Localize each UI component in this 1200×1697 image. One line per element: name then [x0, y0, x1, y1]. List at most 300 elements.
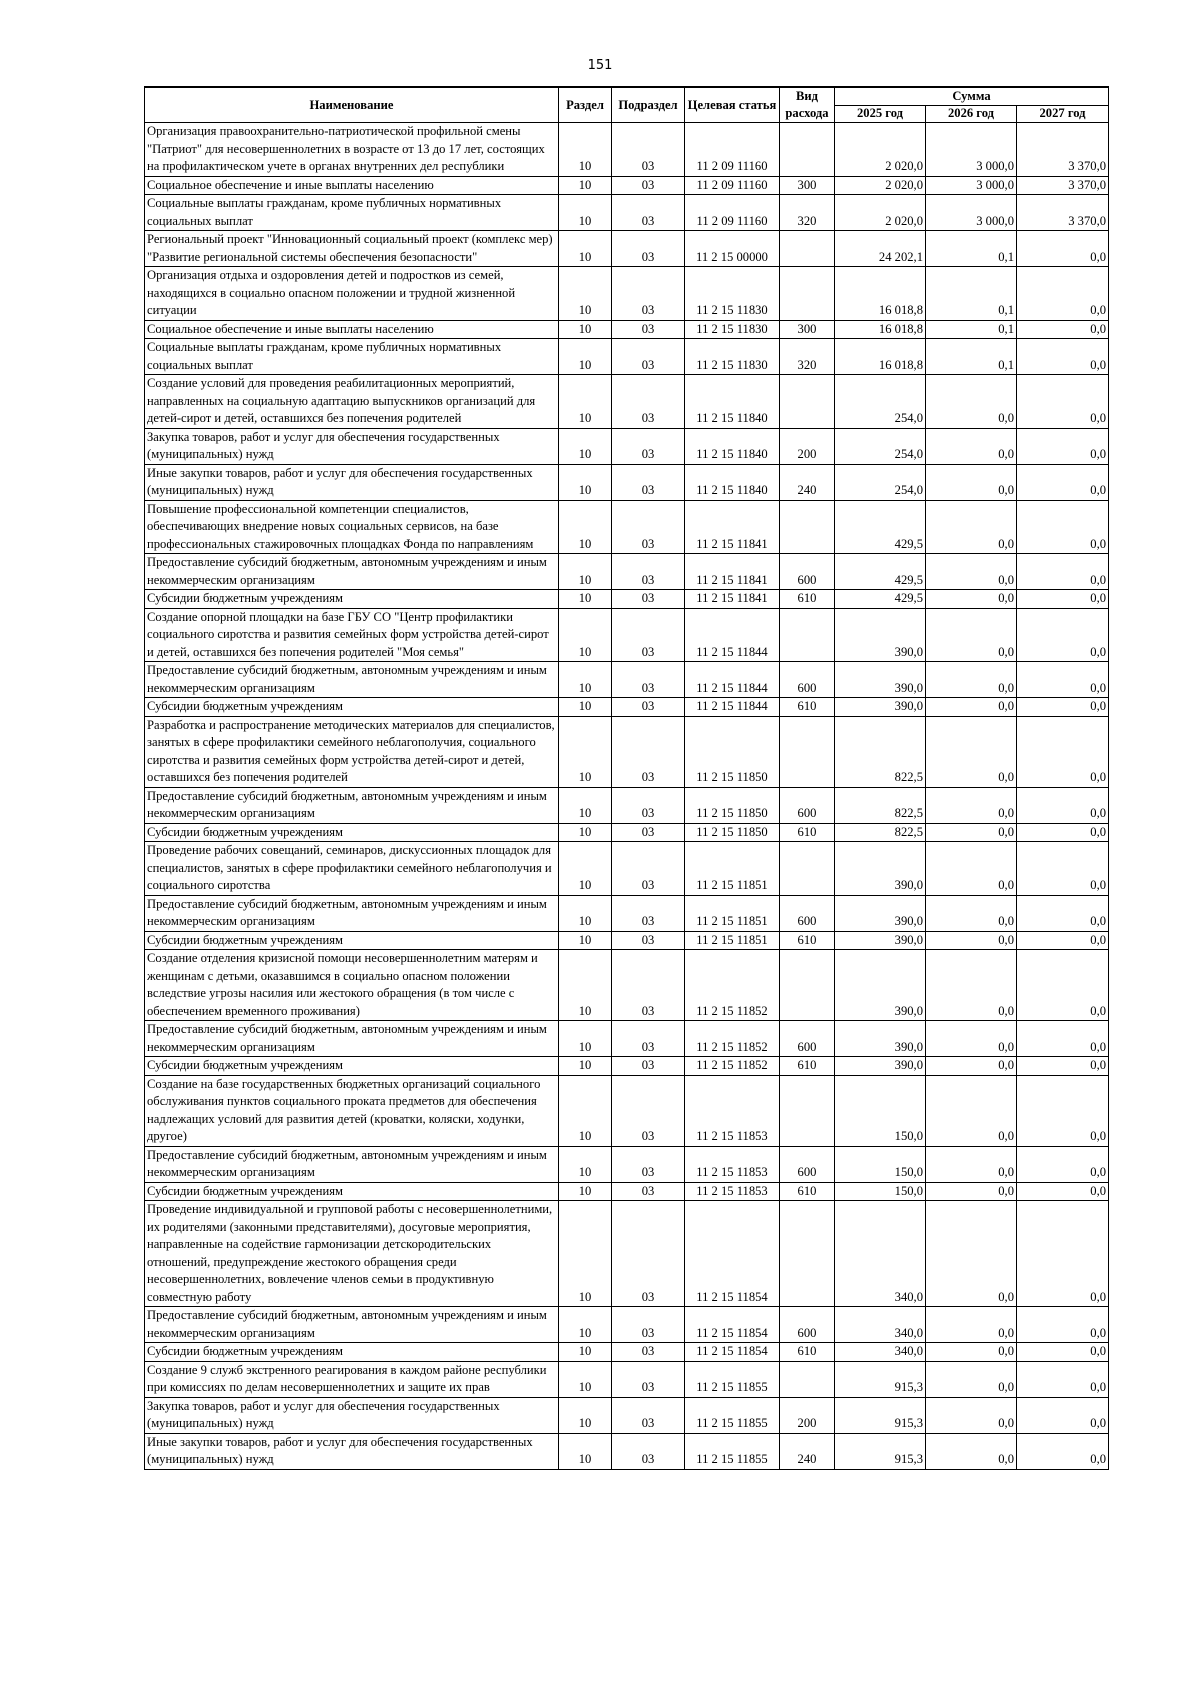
- cell-2027: 0,0: [1017, 1343, 1109, 1362]
- cell-name: Разработка и распространение методических материалов для специалистов, занятых в сфере профилактики семейного неблагополучия, социального сиротства и развития семейных форм устройства детей-сирот и детей, оставшихся без попечения родителей: [145, 716, 559, 787]
- cell-2026: 0,1: [926, 267, 1017, 321]
- cell-name: Социальное обеспечение и иные выплаты населению: [145, 320, 559, 339]
- cell-2026: 0,0: [926, 608, 1017, 662]
- cell-2026: 0,0: [926, 375, 1017, 429]
- cell-target: 11 2 15 11853: [685, 1146, 780, 1182]
- header-2026: 2026 год: [926, 105, 1017, 122]
- cell-2025: 16 018,8: [835, 339, 926, 375]
- table-row: [145, 267, 1109, 321]
- cell-vid: 200: [780, 428, 835, 464]
- cell-2026: 0,0: [926, 428, 1017, 464]
- cell-razdel: 10: [559, 1361, 612, 1397]
- cell-vid: 600: [780, 1307, 835, 1343]
- header-podrazdel: Подраздел: [612, 87, 685, 123]
- cell-target: 11 2 15 11840: [685, 375, 780, 429]
- cell-target: 11 2 15 11830: [685, 339, 780, 375]
- cell-2026: 0,1: [926, 339, 1017, 375]
- cell-vid: 610: [780, 698, 835, 717]
- cell-podrazdel: 03: [612, 1075, 685, 1146]
- table-row: [145, 1146, 1109, 1182]
- cell-2026: 0,0: [926, 823, 1017, 842]
- table-body: [145, 123, 1109, 1470]
- table-row: [145, 500, 1109, 554]
- cell-vid: 300: [780, 320, 835, 339]
- cell-2026: 0,0: [926, 895, 1017, 931]
- cell-razdel: 10: [559, 590, 612, 609]
- cell-podrazdel: 03: [612, 1201, 685, 1307]
- cell-2025: 16 018,8: [835, 267, 926, 321]
- cell-podrazdel: 03: [612, 339, 685, 375]
- table-row: [145, 231, 1109, 267]
- cell-vid: 300: [780, 176, 835, 195]
- cell-name: Субсидии бюджетным учреждениям: [145, 823, 559, 842]
- cell-podrazdel: 03: [612, 698, 685, 717]
- cell-target: 11 2 15 11841: [685, 500, 780, 554]
- cell-razdel: 10: [559, 1433, 612, 1469]
- cell-target: 11 2 15 11851: [685, 842, 780, 896]
- cell-razdel: 10: [559, 1182, 612, 1201]
- table-row: [145, 1201, 1109, 1307]
- cell-vid: 600: [780, 554, 835, 590]
- cell-2025: 390,0: [835, 1021, 926, 1057]
- cell-podrazdel: 03: [612, 931, 685, 950]
- cell-vid: 600: [780, 662, 835, 698]
- cell-2027: 0,0: [1017, 895, 1109, 931]
- cell-podrazdel: 03: [612, 320, 685, 339]
- cell-2025: 390,0: [835, 608, 926, 662]
- cell-podrazdel: 03: [612, 895, 685, 931]
- cell-2027: 0,0: [1017, 662, 1109, 698]
- cell-2025: 822,5: [835, 823, 926, 842]
- cell-2027: 0,0: [1017, 608, 1109, 662]
- cell-vid: [780, 950, 835, 1021]
- header-vid: Вид расхода: [780, 87, 835, 123]
- cell-2027: 0,0: [1017, 1397, 1109, 1433]
- cell-2025: 254,0: [835, 375, 926, 429]
- cell-podrazdel: 03: [612, 123, 685, 177]
- cell-target: 11 2 15 11852: [685, 1021, 780, 1057]
- cell-target: 11 2 15 11854: [685, 1201, 780, 1307]
- cell-vid: [780, 716, 835, 787]
- cell-2025: 390,0: [835, 1057, 926, 1076]
- cell-vid: 240: [780, 464, 835, 500]
- cell-razdel: 10: [559, 195, 612, 231]
- cell-2027: 0,0: [1017, 787, 1109, 823]
- cell-target: 11 2 15 11850: [685, 787, 780, 823]
- cell-2027: 0,0: [1017, 375, 1109, 429]
- cell-podrazdel: 03: [612, 231, 685, 267]
- cell-target: 11 2 15 11830: [685, 320, 780, 339]
- cell-2025: 390,0: [835, 931, 926, 950]
- cell-name: Создание условий для проведения реабилитационных мероприятий, направленных на социальную адаптацию выпускников организаций для детей-сирот и детей, оставшихся без попечения родителей: [145, 375, 559, 429]
- cell-2025: 150,0: [835, 1075, 926, 1146]
- cell-2025: 915,3: [835, 1361, 926, 1397]
- cell-vid: 610: [780, 590, 835, 609]
- cell-2025: 822,5: [835, 787, 926, 823]
- cell-name: Предоставление субсидий бюджетным, автономным учреждениям и иным некоммерческим организациям: [145, 662, 559, 698]
- cell-target: 11 2 15 11844: [685, 662, 780, 698]
- cell-name: Создание опорной площадки на базе ГБУ СО "Центр профилактики социального сиротства и развития семейных форм устройства детей-сирот и детей, оставшихся без попечения родителей "Моя семья": [145, 608, 559, 662]
- cell-name: Закупка товаров, работ и услуг для обеспечения государственных (муниципальных) нужд: [145, 428, 559, 464]
- table-row: [145, 339, 1109, 375]
- cell-vid: 610: [780, 823, 835, 842]
- cell-2025: 822,5: [835, 716, 926, 787]
- cell-target: 11 2 15 11855: [685, 1433, 780, 1469]
- cell-name: Субсидии бюджетным учреждениям: [145, 931, 559, 950]
- cell-vid: [780, 375, 835, 429]
- cell-podrazdel: 03: [612, 375, 685, 429]
- cell-podrazdel: 03: [612, 176, 685, 195]
- cell-2025: 24 202,1: [835, 231, 926, 267]
- cell-2027: 0,0: [1017, 950, 1109, 1021]
- cell-2027: 0,0: [1017, 1057, 1109, 1076]
- cell-target: 11 2 15 11841: [685, 554, 780, 590]
- cell-vid: 600: [780, 1021, 835, 1057]
- table-row: [145, 931, 1109, 950]
- cell-podrazdel: 03: [612, 195, 685, 231]
- cell-2026: 0,0: [926, 716, 1017, 787]
- cell-razdel: 10: [559, 608, 612, 662]
- cell-name: Субсидии бюджетным учреждениям: [145, 1057, 559, 1076]
- cell-name: Предоставление субсидий бюджетным, автономным учреждениям и иным некоммерческим организациям: [145, 1146, 559, 1182]
- cell-2026: 0,0: [926, 554, 1017, 590]
- cell-vid: 600: [780, 895, 835, 931]
- cell-vid: [780, 500, 835, 554]
- cell-2027: 0,0: [1017, 464, 1109, 500]
- table-row: [145, 1021, 1109, 1057]
- table-row: [145, 608, 1109, 662]
- cell-podrazdel: 03: [612, 950, 685, 1021]
- cell-2026: 0,0: [926, 1021, 1017, 1057]
- table-row: [145, 464, 1109, 500]
- cell-2026: 3 000,0: [926, 176, 1017, 195]
- cell-vid: [780, 231, 835, 267]
- cell-2027: 0,0: [1017, 716, 1109, 787]
- cell-2025: 254,0: [835, 464, 926, 500]
- table-row: [145, 842, 1109, 896]
- cell-2025: 340,0: [835, 1307, 926, 1343]
- table-row: [145, 895, 1109, 931]
- cell-2027: 0,0: [1017, 1433, 1109, 1469]
- cell-podrazdel: 03: [612, 590, 685, 609]
- cell-name: Субсидии бюджетным учреждениям: [145, 1182, 559, 1201]
- cell-target: 11 2 15 11852: [685, 950, 780, 1021]
- cell-2025: 2 020,0: [835, 123, 926, 177]
- cell-podrazdel: 03: [612, 500, 685, 554]
- cell-razdel: 10: [559, 1307, 612, 1343]
- cell-name: Предоставление субсидий бюджетным, автономным учреждениям и иным некоммерческим организациям: [145, 1307, 559, 1343]
- cell-2026: 0,0: [926, 1146, 1017, 1182]
- header-target: Целевая статья: [685, 87, 780, 123]
- cell-name: Закупка товаров, работ и услуг для обеспечения государственных (муниципальных) нужд: [145, 1397, 559, 1433]
- cell-2027: 0,0: [1017, 554, 1109, 590]
- cell-2026: 0,0: [926, 1075, 1017, 1146]
- cell-podrazdel: 03: [612, 1307, 685, 1343]
- cell-name: Создание на базе государственных бюджетных организаций социального обслуживания пунктов социального проката предметов для обеспечения надлежащих условий для развития детей (кроватки, коляски, ходунки, другое): [145, 1075, 559, 1146]
- cell-razdel: 10: [559, 662, 612, 698]
- cell-2027: 0,0: [1017, 231, 1109, 267]
- cell-podrazdel: 03: [612, 1057, 685, 1076]
- cell-2026: 0,0: [926, 1433, 1017, 1469]
- cell-2027: 0,0: [1017, 1361, 1109, 1397]
- header-2027: 2027 год: [1017, 105, 1109, 122]
- cell-2027: 0,0: [1017, 267, 1109, 321]
- table-row: [145, 1182, 1109, 1201]
- cell-name: Субсидии бюджетным учреждениям: [145, 698, 559, 717]
- cell-podrazdel: 03: [612, 267, 685, 321]
- cell-2025: 429,5: [835, 554, 926, 590]
- cell-2025: 2 020,0: [835, 195, 926, 231]
- cell-vid: [780, 608, 835, 662]
- cell-vid: [780, 1075, 835, 1146]
- cell-name: Субсидии бюджетным учреждениям: [145, 590, 559, 609]
- cell-podrazdel: 03: [612, 662, 685, 698]
- cell-2026: 0,0: [926, 662, 1017, 698]
- cell-2026: 0,0: [926, 1057, 1017, 1076]
- cell-2027: 0,0: [1017, 823, 1109, 842]
- cell-target: 11 2 15 11855: [685, 1397, 780, 1433]
- table-row: [145, 176, 1109, 195]
- table-row: [145, 787, 1109, 823]
- table-row: [145, 1343, 1109, 1362]
- cell-vid: 610: [780, 1182, 835, 1201]
- table-row: [145, 1433, 1109, 1469]
- cell-podrazdel: 03: [612, 554, 685, 590]
- cell-2027: 0,0: [1017, 1201, 1109, 1307]
- cell-2027: 0,0: [1017, 1021, 1109, 1057]
- cell-target: 11 2 15 11851: [685, 931, 780, 950]
- cell-target: 11 2 15 11852: [685, 1057, 780, 1076]
- cell-target: 11 2 15 11854: [685, 1307, 780, 1343]
- cell-target: 11 2 15 11854: [685, 1343, 780, 1362]
- cell-target: 11 2 15 11840: [685, 428, 780, 464]
- cell-podrazdel: 03: [612, 1146, 685, 1182]
- cell-name: Предоставление субсидий бюджетным, автономным учреждениям и иным некоммерческим организациям: [145, 1021, 559, 1057]
- cell-target: 11 2 15 00000: [685, 231, 780, 267]
- cell-vid: [780, 267, 835, 321]
- cell-razdel: 10: [559, 1075, 612, 1146]
- cell-target: 11 2 15 11855: [685, 1361, 780, 1397]
- cell-2026: 0,0: [926, 787, 1017, 823]
- cell-2026: 0,0: [926, 931, 1017, 950]
- cell-name: Проведение индивидуальной и групповой работы с несовершеннолетними, их родителями (законными представителями), досуговые мероприятия, направленные на содействие гармонизации детскородительских отношений, предупреждение жестокого обращения среди несовершеннолетних, вовлечение членов семьи в продуктивную совместную работу: [145, 1201, 559, 1307]
- cell-target: 11 2 09 11160: [685, 195, 780, 231]
- cell-vid: 600: [780, 787, 835, 823]
- cell-2027: 0,0: [1017, 428, 1109, 464]
- cell-2026: 0,0: [926, 1201, 1017, 1307]
- cell-podrazdel: 03: [612, 787, 685, 823]
- cell-podrazdel: 03: [612, 823, 685, 842]
- cell-podrazdel: 03: [612, 608, 685, 662]
- cell-podrazdel: 03: [612, 464, 685, 500]
- cell-razdel: 10: [559, 554, 612, 590]
- cell-vid: [780, 1201, 835, 1307]
- cell-vid: 610: [780, 931, 835, 950]
- table-row: [145, 1075, 1109, 1146]
- cell-2025: 915,3: [835, 1397, 926, 1433]
- cell-name: Проведение рабочих совещаний, семинаров, дискуссионных площадок для специалистов, занятых в сфере профилактики семейного неблагополучия и социального сиротства: [145, 842, 559, 896]
- cell-name: Социальное обеспечение и иные выплаты населению: [145, 176, 559, 195]
- cell-2026: 0,0: [926, 950, 1017, 1021]
- table-row: [145, 554, 1109, 590]
- cell-2025: 390,0: [835, 950, 926, 1021]
- table-row: [145, 1057, 1109, 1076]
- cell-2027: 0,0: [1017, 1075, 1109, 1146]
- cell-razdel: 10: [559, 428, 612, 464]
- page-number: 151: [587, 58, 613, 73]
- cell-target: 11 2 15 11844: [685, 608, 780, 662]
- header-sum: Сумма: [835, 87, 1109, 105]
- cell-razdel: 10: [559, 464, 612, 500]
- cell-razdel: 10: [559, 1397, 612, 1433]
- cell-name: Повышение профессиональной компетенции специалистов, обеспечивающих внедрение новых социальных сервисов, на базе профессиональных стажировочных площадках Фонда по направлениям: [145, 500, 559, 554]
- cell-2025: 16 018,8: [835, 320, 926, 339]
- table-row: [145, 1397, 1109, 1433]
- cell-razdel: 10: [559, 787, 612, 823]
- cell-2026: 3 000,0: [926, 195, 1017, 231]
- cell-2025: 150,0: [835, 1146, 926, 1182]
- cell-target: 11 2 15 11841: [685, 590, 780, 609]
- cell-target: 11 2 15 11853: [685, 1075, 780, 1146]
- cell-name: Создание 9 служб экстренного реагирования в каждом районе республики при комиссиях по делам несовершеннолетних и защите их прав: [145, 1361, 559, 1397]
- cell-2025: 340,0: [835, 1201, 926, 1307]
- cell-2026: 0,0: [926, 1182, 1017, 1201]
- cell-vid: 240: [780, 1433, 835, 1469]
- header-razdel: Раздел: [559, 87, 612, 123]
- cell-target: 11 2 15 11844: [685, 698, 780, 717]
- cell-razdel: 10: [559, 1021, 612, 1057]
- cell-target: 11 2 15 11830: [685, 267, 780, 321]
- cell-vid: [780, 842, 835, 896]
- cell-2025: 340,0: [835, 1343, 926, 1362]
- cell-razdel: 10: [559, 267, 612, 321]
- cell-2026: 3 000,0: [926, 123, 1017, 177]
- cell-razdel: 10: [559, 176, 612, 195]
- table-row: [145, 662, 1109, 698]
- cell-vid: [780, 1361, 835, 1397]
- cell-razdel: 10: [559, 339, 612, 375]
- cell-vid: [780, 123, 835, 177]
- cell-name: Иные закупки товаров, работ и услуг для обеспечения государственных (муниципальных) нужд: [145, 1433, 559, 1469]
- cell-2027: 0,0: [1017, 1182, 1109, 1201]
- cell-target: 11 2 09 11160: [685, 176, 780, 195]
- table-row: [145, 698, 1109, 717]
- budget-table: [144, 86, 1109, 1470]
- cell-2026: 0,0: [926, 1397, 1017, 1433]
- cell-name: Предоставление субсидий бюджетным, автономным учреждениям и иным некоммерческим организациям: [145, 554, 559, 590]
- cell-razdel: 10: [559, 698, 612, 717]
- cell-2025: 390,0: [835, 662, 926, 698]
- table-row: [145, 950, 1109, 1021]
- cell-target: 11 2 15 11850: [685, 823, 780, 842]
- cell-2027: 0,0: [1017, 698, 1109, 717]
- cell-2027: 0,0: [1017, 842, 1109, 896]
- cell-name: Организация отдыха и оздоровления детей и подростков из семей, находящихся в социально опасном положении и трудной жизненной ситуации: [145, 267, 559, 321]
- table-header: [145, 87, 1109, 123]
- cell-name: Предоставление субсидий бюджетным, автономным учреждениям и иным некоммерческим организациям: [145, 895, 559, 931]
- cell-name: Социальные выплаты гражданам, кроме публичных нормативных социальных выплат: [145, 339, 559, 375]
- cell-target: 11 2 15 11850: [685, 716, 780, 787]
- table-row: [145, 195, 1109, 231]
- cell-name: Региональный проект "Инновационный социальный проект (комплекс мер) "Развитие региональной системы обеспечения безопасности": [145, 231, 559, 267]
- cell-razdel: 10: [559, 1057, 612, 1076]
- cell-target: 11 2 09 11160: [685, 123, 780, 177]
- cell-2025: 390,0: [835, 842, 926, 896]
- cell-2026: 0,0: [926, 842, 1017, 896]
- table-row: [145, 123, 1109, 177]
- cell-podrazdel: 03: [612, 716, 685, 787]
- cell-vid: 610: [780, 1343, 835, 1362]
- cell-podrazdel: 03: [612, 842, 685, 896]
- cell-2026: 0,1: [926, 231, 1017, 267]
- table-row: [145, 1307, 1109, 1343]
- cell-name: Субсидии бюджетным учреждениям: [145, 1343, 559, 1362]
- cell-target: 11 2 15 11853: [685, 1182, 780, 1201]
- cell-razdel: 10: [559, 375, 612, 429]
- cell-2027: 3 370,0: [1017, 123, 1109, 177]
- cell-razdel: 10: [559, 500, 612, 554]
- table-row: [145, 590, 1109, 609]
- cell-vid: 320: [780, 195, 835, 231]
- cell-2026: 0,0: [926, 590, 1017, 609]
- cell-razdel: 10: [559, 320, 612, 339]
- cell-podrazdel: 03: [612, 1361, 685, 1397]
- cell-name: Социальные выплаты гражданам, кроме публичных нормативных социальных выплат: [145, 195, 559, 231]
- cell-2026: 0,0: [926, 698, 1017, 717]
- table-row: [145, 823, 1109, 842]
- cell-razdel: 10: [559, 1201, 612, 1307]
- cell-podrazdel: 03: [612, 428, 685, 464]
- table-row: [145, 320, 1109, 339]
- cell-2025: 390,0: [835, 698, 926, 717]
- header-name: Наименование: [145, 87, 559, 123]
- cell-2025: 2 020,0: [835, 176, 926, 195]
- cell-2025: 915,3: [835, 1433, 926, 1469]
- cell-podrazdel: 03: [612, 1021, 685, 1057]
- cell-2026: 0,1: [926, 320, 1017, 339]
- header-2025: 2025 год: [835, 105, 926, 122]
- cell-2025: 150,0: [835, 1182, 926, 1201]
- cell-podrazdel: 03: [612, 1182, 685, 1201]
- cell-2025: 390,0: [835, 895, 926, 931]
- cell-2027: 0,0: [1017, 590, 1109, 609]
- cell-razdel: 10: [559, 1146, 612, 1182]
- cell-2027: 0,0: [1017, 320, 1109, 339]
- cell-razdel: 10: [559, 895, 612, 931]
- cell-2027: 0,0: [1017, 339, 1109, 375]
- cell-target: 11 2 15 11840: [685, 464, 780, 500]
- cell-2026: 0,0: [926, 500, 1017, 554]
- cell-razdel: 10: [559, 123, 612, 177]
- cell-razdel: 10: [559, 931, 612, 950]
- cell-2026: 0,0: [926, 464, 1017, 500]
- cell-2027: 0,0: [1017, 500, 1109, 554]
- cell-razdel: 10: [559, 1343, 612, 1362]
- cell-2026: 0,0: [926, 1361, 1017, 1397]
- table-row: [145, 716, 1109, 787]
- cell-vid: 600: [780, 1146, 835, 1182]
- cell-2027: 3 370,0: [1017, 195, 1109, 231]
- cell-2027: 3 370,0: [1017, 176, 1109, 195]
- table-row: [145, 428, 1109, 464]
- table-row: [145, 1361, 1109, 1397]
- cell-2026: 0,0: [926, 1307, 1017, 1343]
- cell-vid: 200: [780, 1397, 835, 1433]
- table-row: [145, 375, 1109, 429]
- cell-podrazdel: 03: [612, 1397, 685, 1433]
- cell-razdel: 10: [559, 842, 612, 896]
- cell-target: 11 2 15 11851: [685, 895, 780, 931]
